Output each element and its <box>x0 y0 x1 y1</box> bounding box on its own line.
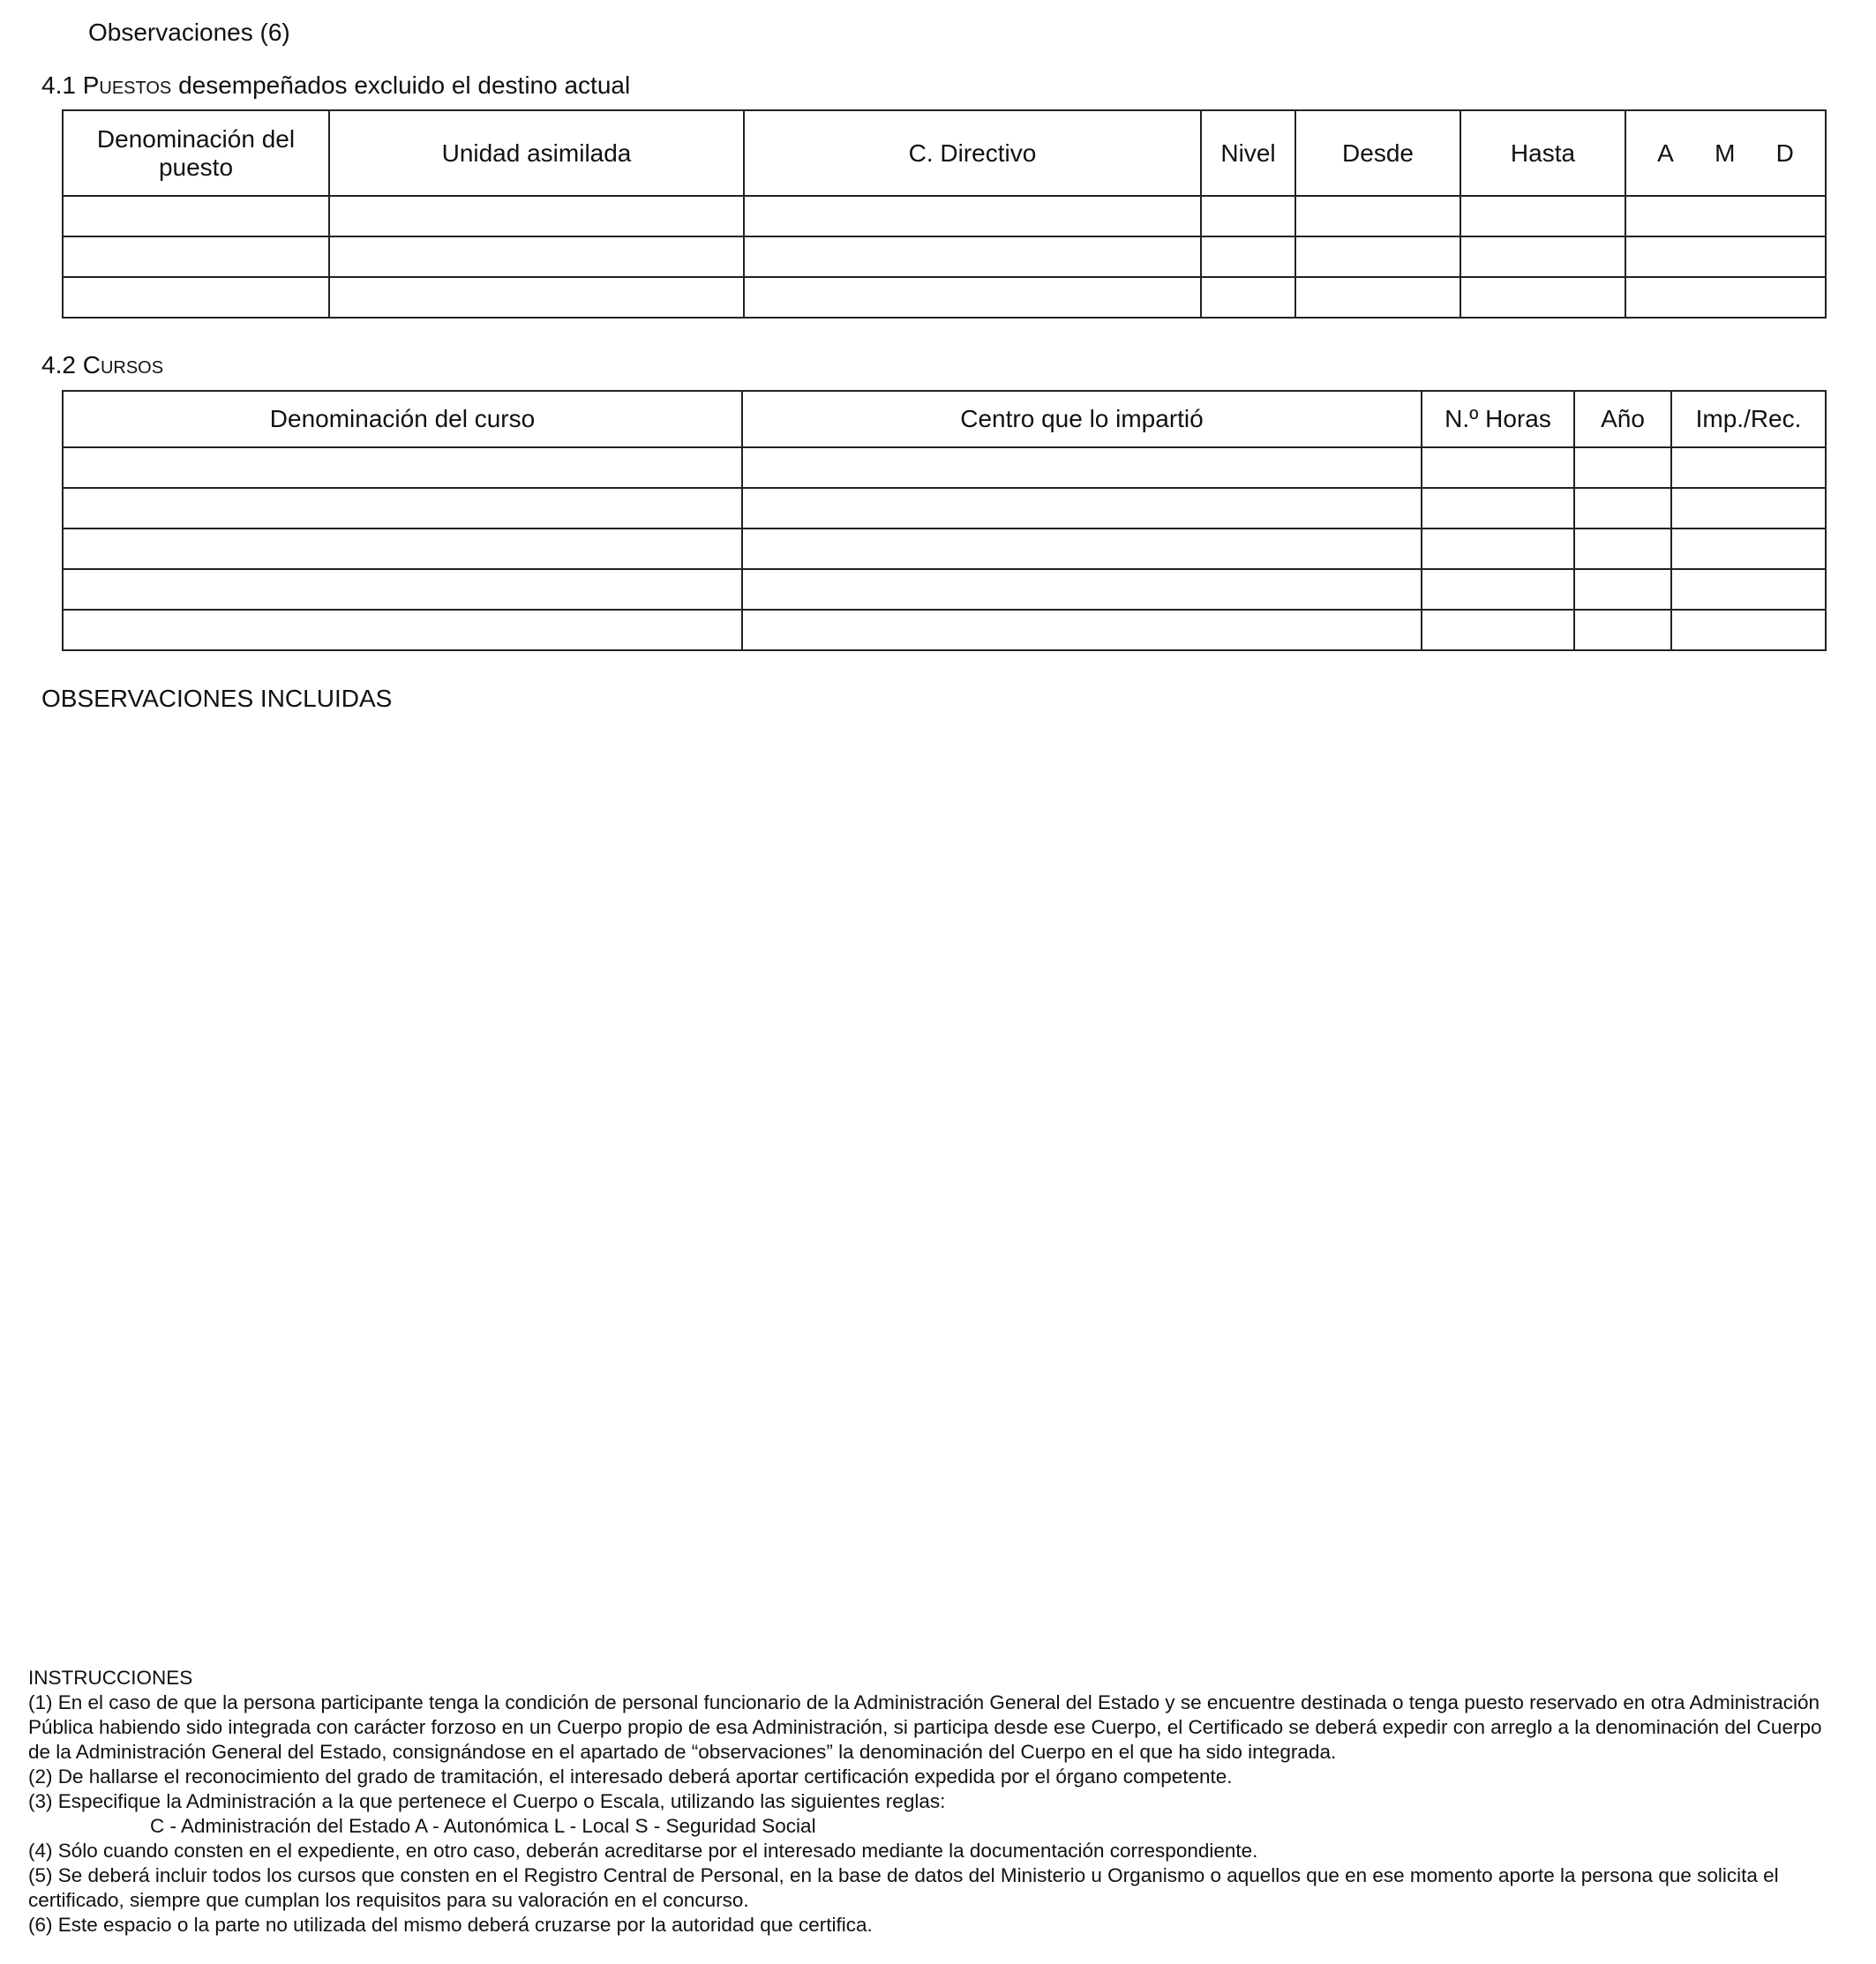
table-row <box>63 447 1826 488</box>
table-cell[interactable] <box>744 196 1201 236</box>
table-cell[interactable] <box>1422 610 1574 650</box>
table-cell[interactable] <box>1422 569 1574 610</box>
table-cell[interactable] <box>1671 569 1826 610</box>
table-cell[interactable] <box>1574 528 1671 569</box>
header-unidad: Unidad asimilada <box>329 110 744 196</box>
table-cell[interactable] <box>63 277 329 318</box>
header-a: A <box>1657 139 1674 167</box>
table-cell[interactable] <box>742 488 1422 528</box>
observaciones-incluidas-heading: OBSERVACIONES INCLUIDAS <box>41 685 393 712</box>
table-cell[interactable] <box>1574 447 1671 488</box>
section-number: 4.2 <box>41 351 76 379</box>
table-row <box>63 277 1826 318</box>
table-cell[interactable] <box>1574 610 1671 650</box>
table-cell[interactable] <box>1201 236 1295 277</box>
table-cell[interactable] <box>1671 528 1826 569</box>
header-amd <box>1625 110 1826 196</box>
table-cell[interactable] <box>63 447 742 488</box>
section-cursos-heading <box>41 350 163 380</box>
table-cell[interactable] <box>63 196 329 236</box>
table-row <box>63 569 1826 610</box>
table-cell[interactable] <box>744 277 1201 318</box>
table-cell[interactable] <box>63 236 329 277</box>
instruction-4: (4) Sólo cuando consten en el expediente, en otro caso, deberán acreditarse por el interesado mediante la documentación correspondiente. <box>28 1840 1258 1862</box>
instruction-6: (6) Este espacio o la parte no utilizada del mismo deberá cruzarse por la autoridad que certifica. <box>28 1914 873 1936</box>
instructions-title: INSTRUCCIONES <box>28 1667 193 1689</box>
section-title-rest: desempeñados excluido el destino actual <box>178 71 631 99</box>
table-cell[interactable] <box>742 447 1422 488</box>
table-cell[interactable] <box>742 610 1422 650</box>
table-cell[interactable] <box>1201 277 1295 318</box>
table-cell[interactable] <box>1460 196 1625 236</box>
instruction-2: (2) De hallarse el reconocimiento del grado de tramitación, el interesado deberá aportar certificación expedida por el órgano competente. <box>28 1765 1233 1788</box>
header-m: M <box>1715 139 1736 167</box>
table-row <box>63 528 1826 569</box>
table-cell[interactable] <box>1295 277 1460 318</box>
instruction-3-rules: C - Administración del Estado A - Autonómica L - Local S - Seguridad Social <box>150 1815 816 1837</box>
instruction-3: (3) Especifique la Administración a la que pertenece el Cuerpo o Escala, utilizando las siguientes reglas: <box>28 1790 946 1812</box>
header-denominacion-curso: Denominación del curso <box>63 391 742 447</box>
table-cell[interactable] <box>742 569 1422 610</box>
table-cell[interactable] <box>329 196 744 236</box>
header-centro: Centro que lo impartió <box>742 391 1422 447</box>
table-cell[interactable] <box>1460 236 1625 277</box>
table-cell[interactable] <box>1574 488 1671 528</box>
section-puestos-heading <box>41 71 630 101</box>
table-cell[interactable] <box>1625 196 1826 236</box>
table-row <box>63 610 1826 650</box>
table-cell[interactable] <box>329 236 744 277</box>
table-cell[interactable] <box>1671 488 1826 528</box>
header-horas: N.º Horas <box>1422 391 1574 447</box>
instructions-block <box>28 1666 1846 1938</box>
observaciones-heading: Observaciones (6) <box>88 19 290 46</box>
header-d: D <box>1775 139 1794 167</box>
table-cell[interactable] <box>63 488 742 528</box>
table-cell[interactable] <box>1625 277 1826 318</box>
table-cell[interactable] <box>1625 236 1826 277</box>
header-imp-rec: Imp./Rec. <box>1671 391 1826 447</box>
table-cell[interactable] <box>1671 610 1826 650</box>
table-header-row <box>63 391 1826 447</box>
header-directivo: C. Directivo <box>744 110 1201 196</box>
table-row <box>63 488 1826 528</box>
table-cell[interactable] <box>744 236 1201 277</box>
table-cell[interactable] <box>1422 447 1574 488</box>
header-denominacion: Denominación del puesto <box>63 110 329 196</box>
table-cell[interactable] <box>1295 236 1460 277</box>
table-cell[interactable] <box>1201 196 1295 236</box>
table-cell[interactable] <box>1574 569 1671 610</box>
table-row <box>63 236 1826 277</box>
table-cell[interactable] <box>63 610 742 650</box>
header-desde: Desde <box>1295 110 1460 196</box>
section-number: 4.1 <box>41 71 76 99</box>
table-cell[interactable] <box>1422 488 1574 528</box>
table-row <box>63 196 1826 236</box>
table-cell[interactable] <box>1295 196 1460 236</box>
table-cell[interactable] <box>1460 277 1625 318</box>
header-hasta: Hasta <box>1460 110 1625 196</box>
header-ano: Año <box>1574 391 1671 447</box>
table-cell[interactable] <box>742 528 1422 569</box>
instruction-5: (5) Se deberá incluir todos los cursos que consten en el Registro Central de Personal, en la base de datos del Ministerio u Organismo o aquellos que en ese momento aporte la persona que solicita el certificado, siempre que cumplan los requisitos para su valoración en el concurso. <box>28 1864 1779 1911</box>
table-cell[interactable] <box>1671 447 1826 488</box>
table-cell[interactable] <box>63 569 742 610</box>
puestos-table <box>62 109 1827 319</box>
section-title-caps: Puestos <box>82 71 172 99</box>
table-header-row <box>63 110 1826 196</box>
section-title-caps: Cursos <box>82 351 164 379</box>
table-cell[interactable] <box>329 277 744 318</box>
table-cell[interactable] <box>63 528 742 569</box>
cursos-table <box>62 390 1827 651</box>
instruction-1: (1) En el caso de que la persona participante tenga la condición de personal funcionario de la Administración General del Estado y se encuentre destinada o tenga puesto reservado en otra Administración Pública habiendo sido integrada con carácter forzoso en un Cuerpo propio de esa Administración, si participa desde ese Cuerpo, el Certificado se deberá expedir con arreglo a la denominación del Cuerpo de la Administración General del Estado, consignándose en el apartado de “observaciones” la denominación del Cuerpo en el que ha sido integrada. <box>28 1691 1822 1763</box>
header-nivel: Nivel <box>1201 110 1295 196</box>
table-cell[interactable] <box>1422 528 1574 569</box>
